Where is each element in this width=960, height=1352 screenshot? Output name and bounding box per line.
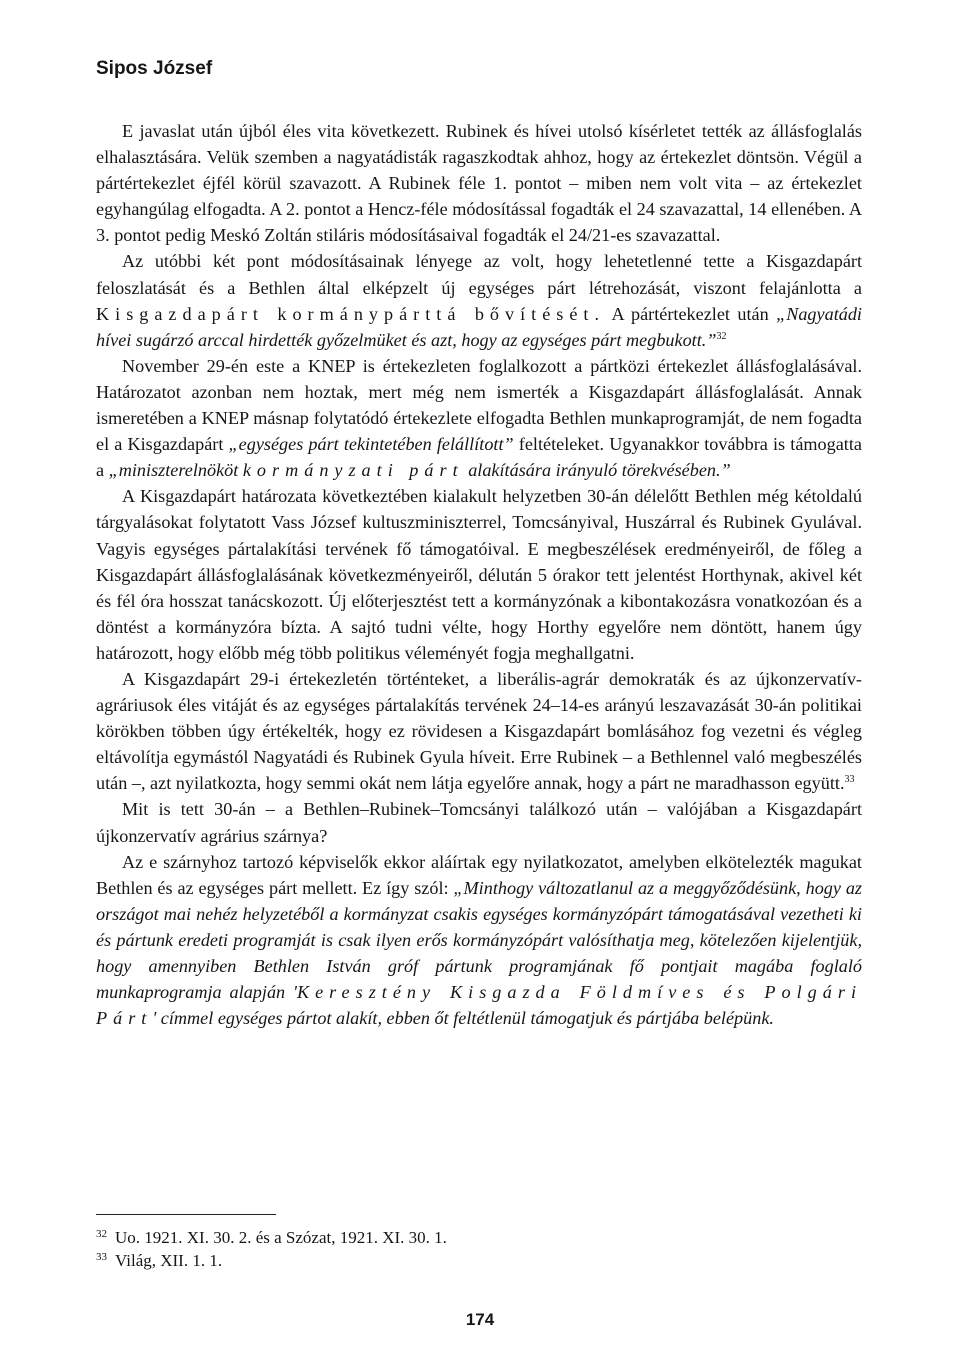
paragraph-2-text-b: A pártértekezlet után	[605, 303, 777, 324]
paragraph-3	[96, 353, 862, 483]
quotation: ' címmel egységes pártot alakít, ebben őt feltétlenül támogatjuk és pártjába belépünk.	[152, 1008, 774, 1029]
paragraph-4-text: A Kisgazdapárt határozata következtében kialakult helyzetben 30-án délelőtt Bethlen még kétoldalú tárgyalásokat folytatott Vass József kultuszminiszterrel, Tomcsányival, Huszárral és Rubinek Gyulával. Vagyis egységes pártalakítási tervének fő támogatóival. E megbeszélések eredményeiről, de főleg a Kisgazdapárt állásfoglalásának következményeiről, délután 5 órakor tett jelentést Horthynak, akivel két és fél óra hosszat tanácskozott. Új előterjesztést tett a kormányzónak a kibontakozásra vonatkozóan és a döntést a kormányzóra bízta. A sajtó tudni vélte, hogy Horthy egyelőre nem döntött, hanem úgy határozott, hogy előbb még több politikus véleményét fogja meghallgatni.	[96, 486, 862, 663]
spaced-emphasis: Keresztény Kisgazda Földmíves és Polgári Párt	[96, 982, 862, 1029]
footnote-number: 32	[96, 1228, 107, 1240]
paragraph-6	[96, 796, 862, 848]
footnote-number: 33	[96, 1251, 107, 1263]
footnotes	[96, 1226, 862, 1272]
quotation: „Minthogy változatlanul az a meggyőződésünk, hogy az országot mai nehéz helyzetéből a kormányzat csakis egységes kormányzópárt támogatásával vezetheti ki és pártunk eredeti programját is csak ilyen erős kormányzópárt valósíthatja meg, kötelezően kijelentjük, hogy amennyiben Bethlen István gróf pártunk programjának fő pontjait magába foglaló munkaprogramja alapján '	[96, 877, 862, 1003]
footnote-divider	[96, 1214, 276, 1215]
paragraph-5-text: A Kisgazdapárt 29-i értekezletén történteket, a liberális-agrár demokraták és az újkonzervatív-agráriusok éles vitáját és az egységes pártalakítás tervének 24–14-es arányú leszavazását 30-án politikai körökben többen úgy értékelték, hogy ez rövidesen a Kisgazdapárt bomlásához fog vezetni és végleg eltávolítja egymástól Nagyatádi és Rubinek Gyula híveit. Erre Rubinek – a Bethlennel való megbeszélés után –, azt nyilatkozta, hogy semmi okát nem látja egyelőre annak, hogy a párt ne maradhasson együtt.	[96, 668, 862, 794]
footnote-text: Uo. 1921. XI. 30. 2. és a Szózat, 1921. XI. 30. 1.	[115, 1228, 447, 1247]
page-number: 174	[465, 1310, 495, 1329]
paragraph-1	[96, 118, 862, 248]
quotation: „Nagyatádi hívei sugárzó arccal hirdették győzelmüket és azt, hogy az egységes párt megbukott.”	[96, 303, 862, 350]
paragraph-4	[96, 483, 862, 666]
paragraph-7	[96, 849, 862, 1032]
footnote-33	[96, 1249, 862, 1272]
quotation: „miniszterelnököt	[108, 460, 243, 481]
paragraph-6-text: Mit is tett 30-án – a Bethlen–Rubinek–Tomcsányi találkozó után – valójában a Kisgazdapárt újkonzervatív agrárius szárnya?	[96, 799, 862, 846]
footnote-text: Világ, XII. 1. 1.	[115, 1251, 223, 1270]
body-text	[96, 118, 862, 1031]
paragraph-3-text-a: November 29-én este a KNEP is értekezleten foglalkozott a pártközi értekezlet állásfoglalásával. Határozatot azonban nem hoztak, mert még nem ismerték a Kisgazdapárt állásfoglalását. Annak ismeretében a KNEP másnap folytatódó értekezlete elfogadta Bethlen munkaprogramját, de nem fogadta el a Kisgazdapárt	[96, 355, 862, 455]
footnote-reference: 32	[716, 330, 727, 342]
paragraph-2	[96, 248, 862, 352]
spaced-emphasis: Kisgazdapárt kormánypárttá bővítését.	[96, 303, 606, 324]
footnote-reference: 33	[844, 774, 855, 786]
running-header: Sipos József	[96, 58, 213, 79]
paragraph-1-text: E javaslat után újból éles vita következett. Rubinek és hívei utolsó kísérletet tették az állásfoglalás elhalasztására. Velük szemben a nagyatádisták ragaszkodtak ahhoz, hogy az értekezlet döntsön. Végül a pártértekezlet éjfél körül szavazott. A Rubinek féle 1. pontot – miben nem volt vita – az értekezlet egyhangúlag elfogadta. A 2. pontot a Hencz-féle módosítással fogadták el 24 szavazattal, 14 ellenében. A 3. pontot pedig Meskó Zoltán stiláris módosításaival fogadták el 24/21-es szavazattal.	[96, 121, 862, 246]
paragraph-5	[96, 666, 862, 796]
paragraph-3-text-b: feltételeket. Ugyanakkor továbbra is támogatta a	[96, 434, 862, 481]
footnote-32	[96, 1226, 862, 1249]
spaced-emphasis: kormányzati párt	[242, 460, 464, 481]
quotation: „egységes párt tekintetében felállított”	[228, 434, 514, 455]
paragraph-7-text: Az e szárnyhoz tartozó képviselők ekkor aláírtak egy nyilatkozatot, amelyben elkötelezték magukat Bethlen és az egységes párt mellett. Ez így szól:	[96, 851, 862, 898]
quotation: alakítására irányuló törekvésében.”	[463, 460, 731, 481]
paragraph-2-text-a: Az utóbbi két pont módosításainak lényege az volt, hogy lehetetlenné tette a Kisgazdapárt feloszlatását és a Bethlen által elképzelt új egységes párt létrehozását, viszont felajánlotta a	[96, 251, 862, 298]
